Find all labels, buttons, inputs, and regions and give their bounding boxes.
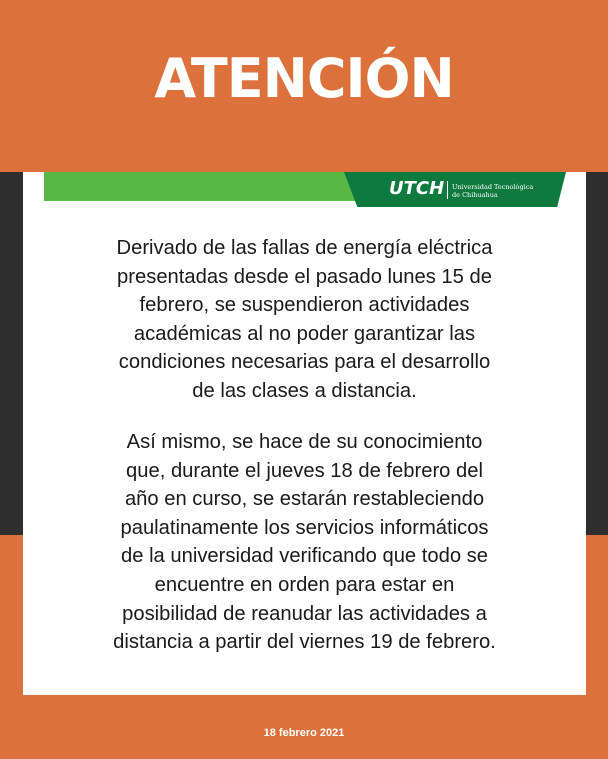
utch-logo-mark: UTCH xyxy=(389,178,445,199)
footer-date: 18 febrero 2021 xyxy=(263,727,345,739)
university-name-line2: de Chihuahua xyxy=(452,191,498,199)
notice-paragraph-2: Así mismo, se hace de su conocimiento que, durante el jueves 18 de febrero del año en curso, se estarán restableciendo paulatinamente los servicios informáticos de la universidad verificando que todo se encuentre en orden para estar en posibilidad de reanudar las actividades a distancia a partir del viernes 19 de febrero. xyxy=(113,431,496,654)
logo-divider xyxy=(447,181,448,199)
notice-paragraph-1: Derivado de las fallas de energía eléctrica presentadas desde el pasado lunes 15 de febrero, se suspendieron actividades académicas al no poder garantizar las condiciones necesarias para el desarrollo de las clases a distancia. xyxy=(116,237,493,402)
university-name xyxy=(452,183,533,199)
page-title: ATENCIÓN xyxy=(154,47,454,110)
green-accent-bar xyxy=(44,172,384,201)
notice-card xyxy=(23,172,586,695)
university-name-line1: Universidad Tecnológica xyxy=(452,183,534,191)
